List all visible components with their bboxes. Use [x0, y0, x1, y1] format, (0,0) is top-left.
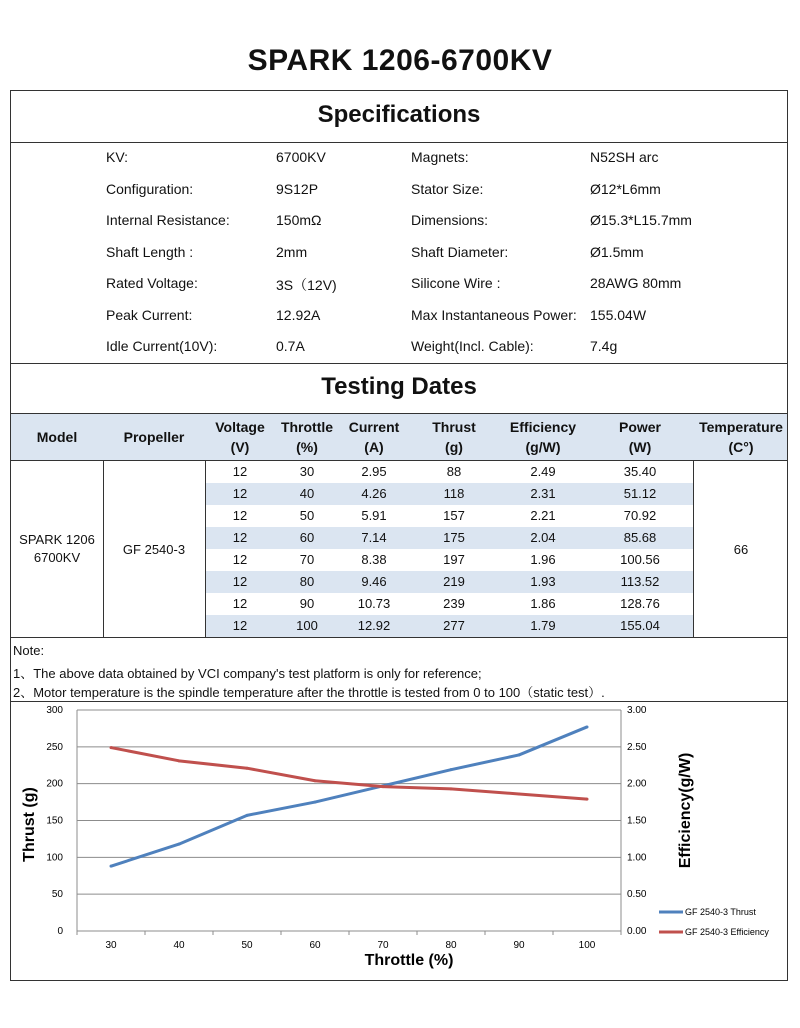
- cell-efficiency: 1.93: [530, 574, 556, 589]
- y-tick-label: 50: [51, 889, 63, 901]
- y2-tick-label: 3.00: [627, 705, 647, 716]
- data-point: [518, 753, 521, 756]
- cell-voltage: 12: [232, 464, 248, 479]
- y-tick-label: 100: [46, 852, 63, 864]
- cell-throttle: 40: [299, 486, 315, 501]
- cell-voltage: 12: [232, 486, 248, 501]
- column-divider: [103, 461, 104, 637]
- cell-efficiency: 2.04: [530, 530, 556, 545]
- header-throttle: Throttle (%): [280, 419, 334, 455]
- cell-current: 10.73: [357, 596, 391, 611]
- thrust-efficiency-chart: [11, 702, 787, 980]
- spec-label: Internal Resistance:: [106, 212, 230, 228]
- spec-label: Silicone Wire :: [411, 275, 501, 291]
- spec-label: Stator Size:: [411, 180, 484, 197]
- note-heading: Note:: [13, 643, 45, 658]
- x-tick-label: 40: [173, 940, 185, 951]
- spec-label: Peak Current:: [106, 306, 193, 323]
- header-efficiency: Efficiency (g/W): [509, 419, 577, 455]
- spec-label: KV:: [106, 149, 129, 165]
- data-point: [110, 746, 113, 749]
- data-point: [450, 787, 453, 790]
- spec-value: Ø12*L6mm: [590, 180, 661, 197]
- datasheet-frame: [10, 90, 788, 981]
- cell-current: 7.14: [361, 530, 387, 545]
- data-point: [586, 725, 589, 728]
- spec-value: 9S12P: [276, 180, 319, 197]
- x-tick-label: 80: [445, 940, 457, 951]
- series-line-thrust: [111, 727, 587, 866]
- cell-power: 70.92: [623, 508, 657, 523]
- cell-power: 113.52: [620, 574, 660, 589]
- spec-value: Ø1.5mm: [590, 243, 644, 260]
- spec-label: Configuration:: [106, 180, 194, 197]
- cell-current: 8.38: [361, 552, 387, 567]
- spec-value: 2mm: [276, 243, 308, 260]
- cell-throttle: 100: [296, 618, 318, 633]
- cell-power: 51.12: [623, 486, 657, 501]
- data-point: [450, 768, 453, 771]
- divider: [11, 363, 787, 364]
- cell-voltage: 12: [232, 508, 248, 523]
- spec-label: Idle Current(10V):: [106, 338, 218, 354]
- spec-value: 155.04W: [590, 306, 647, 323]
- x-tick-label: 90: [513, 940, 525, 951]
- table-header: [11, 413, 787, 461]
- cell-throttle: 30: [299, 464, 315, 479]
- spec-value: Ø15.3*L15.7mm: [590, 212, 692, 228]
- cell-throttle: 90: [299, 596, 315, 611]
- spec-label: Magnets:: [411, 149, 469, 165]
- propeller-cell: GF 2540-3: [122, 542, 186, 557]
- cell-power: 155.04: [620, 618, 660, 633]
- cell-power: 128.76: [620, 596, 660, 611]
- spec-value: 7.4g: [590, 338, 618, 354]
- cell-voltage: 12: [232, 618, 248, 633]
- cell-voltage: 12: [232, 574, 248, 589]
- legend-label: GF 2540-3 Thrust: [685, 907, 756, 917]
- x-tick-label: 30: [105, 940, 117, 951]
- cell-thrust: 88: [446, 464, 462, 479]
- y2-tick-label: 2.00: [627, 778, 647, 790]
- spec-value: 28AWG 80mm: [590, 275, 682, 291]
- spec-value: N52SH arc: [590, 149, 659, 165]
- cell-current: 4.26: [361, 486, 387, 501]
- spec-value: 0.7A: [276, 338, 305, 354]
- y-tick-label: 0: [57, 926, 63, 937]
- y2-tick-label: 2.50: [627, 741, 647, 753]
- cell-voltage: 12: [232, 596, 248, 611]
- header-propeller: Propeller: [123, 429, 185, 445]
- data-point: [178, 759, 181, 762]
- x-axis-title: Throttle (%): [364, 952, 454, 969]
- data-point: [586, 798, 589, 801]
- header-model: Model: [36, 429, 78, 445]
- temperature-cell: 66: [733, 542, 749, 557]
- cell-thrust: 277: [443, 618, 465, 633]
- page-title: SPARK 1206-6700KV: [247, 44, 553, 77]
- data-point: [178, 843, 181, 846]
- y-tick-label: 150: [46, 815, 63, 827]
- header-thrust: Thrust (g): [432, 419, 476, 455]
- cell-efficiency: 1.86: [530, 596, 556, 611]
- cell-thrust: 175: [443, 530, 465, 545]
- data-point: [110, 865, 113, 868]
- cell-power: 100.56: [620, 552, 660, 567]
- header-power: Power (W): [618, 419, 661, 455]
- column-divider: [205, 461, 206, 637]
- x-tick-label: 50: [241, 940, 253, 951]
- spec-value: 150mΩ: [276, 212, 322, 228]
- model-cell: SPARK 1206 6700KV: [19, 532, 95, 565]
- cell-throttle: 80: [299, 574, 315, 589]
- x-tick-label: 60: [309, 940, 321, 951]
- y2-tick-label: 1.00: [627, 852, 647, 864]
- data-point: [246, 767, 249, 770]
- specifications-heading: Specifications: [317, 101, 481, 128]
- spec-label: Rated Voltage:: [106, 275, 198, 291]
- spec-label: Weight(Incl. Cable):: [411, 338, 534, 354]
- cell-thrust: 197: [443, 552, 465, 567]
- spec-label: Dimensions:: [411, 212, 489, 228]
- note-line-2: 2、Motor temperature is the spindle temperature after the throttle is tested from 0 to 100（static test）.: [13, 685, 605, 700]
- spec-value: 3S（12V): [276, 277, 337, 293]
- divider: [11, 637, 787, 638]
- spec-label: Max Instantaneous Power:: [411, 306, 577, 323]
- x-tick-label: 70: [377, 940, 389, 951]
- cell-thrust: 239: [443, 596, 465, 611]
- spec-value: 12.92A: [276, 306, 321, 323]
- cell-efficiency: 2.31: [530, 486, 556, 501]
- data-point: [246, 814, 249, 817]
- spec-label: Shaft Length :: [106, 243, 194, 260]
- cell-efficiency: 2.21: [530, 508, 556, 523]
- y-tick-label: 200: [46, 778, 63, 790]
- column-divider: [693, 461, 694, 637]
- header-current: Current (A): [348, 419, 400, 455]
- cell-throttle: 50: [299, 508, 315, 523]
- cell-thrust: 118: [443, 486, 465, 501]
- y2-tick-label: 1.50: [627, 815, 647, 827]
- cell-current: 9.46: [361, 574, 387, 589]
- divider: [11, 142, 787, 143]
- cell-thrust: 157: [443, 508, 465, 523]
- legend-label: GF 2540-3 Efficiency: [685, 927, 769, 937]
- data-point: [314, 779, 317, 782]
- testing-heading: Testing Dates: [321, 373, 477, 400]
- y-tick-label: 300: [46, 705, 63, 716]
- y-tick-label: 250: [46, 741, 63, 753]
- data-point: [314, 801, 317, 804]
- y2-tick-label: 0.50: [627, 889, 647, 901]
- data-point: [382, 785, 385, 788]
- cell-current: 5.91: [361, 508, 387, 523]
- cell-current: 12.92: [357, 618, 391, 633]
- x-tick-label: 100: [578, 940, 596, 951]
- spec-label: Shaft Diameter:: [411, 243, 509, 260]
- cell-power: 35.40: [623, 464, 657, 479]
- y2-tick-label: 0.00: [627, 926, 647, 937]
- cell-efficiency: 2.49: [530, 464, 556, 479]
- header-voltage: Voltage (V): [215, 419, 265, 455]
- cell-throttle: 70: [299, 552, 315, 567]
- cell-thrust: 219: [443, 574, 465, 589]
- cell-power: 85.68: [623, 530, 657, 545]
- cell-voltage: 12: [232, 530, 248, 545]
- data-point: [518, 792, 521, 795]
- header-temperature: Temperature (C°): [699, 419, 783, 455]
- note-line-1: 1、The above data obtained by VCI company's test platform is only for reference;: [13, 666, 482, 681]
- spec-value: 6700KV: [276, 149, 326, 165]
- cell-current: 2.95: [361, 464, 387, 479]
- cell-efficiency: 1.96: [530, 552, 556, 567]
- cell-throttle: 60: [299, 530, 315, 545]
- cell-efficiency: 1.79: [530, 618, 556, 633]
- y-axis-title: Thrust (g): [21, 787, 38, 862]
- y2-axis-title: Efficiency(g/W): [677, 752, 694, 869]
- cell-voltage: 12: [232, 552, 248, 567]
